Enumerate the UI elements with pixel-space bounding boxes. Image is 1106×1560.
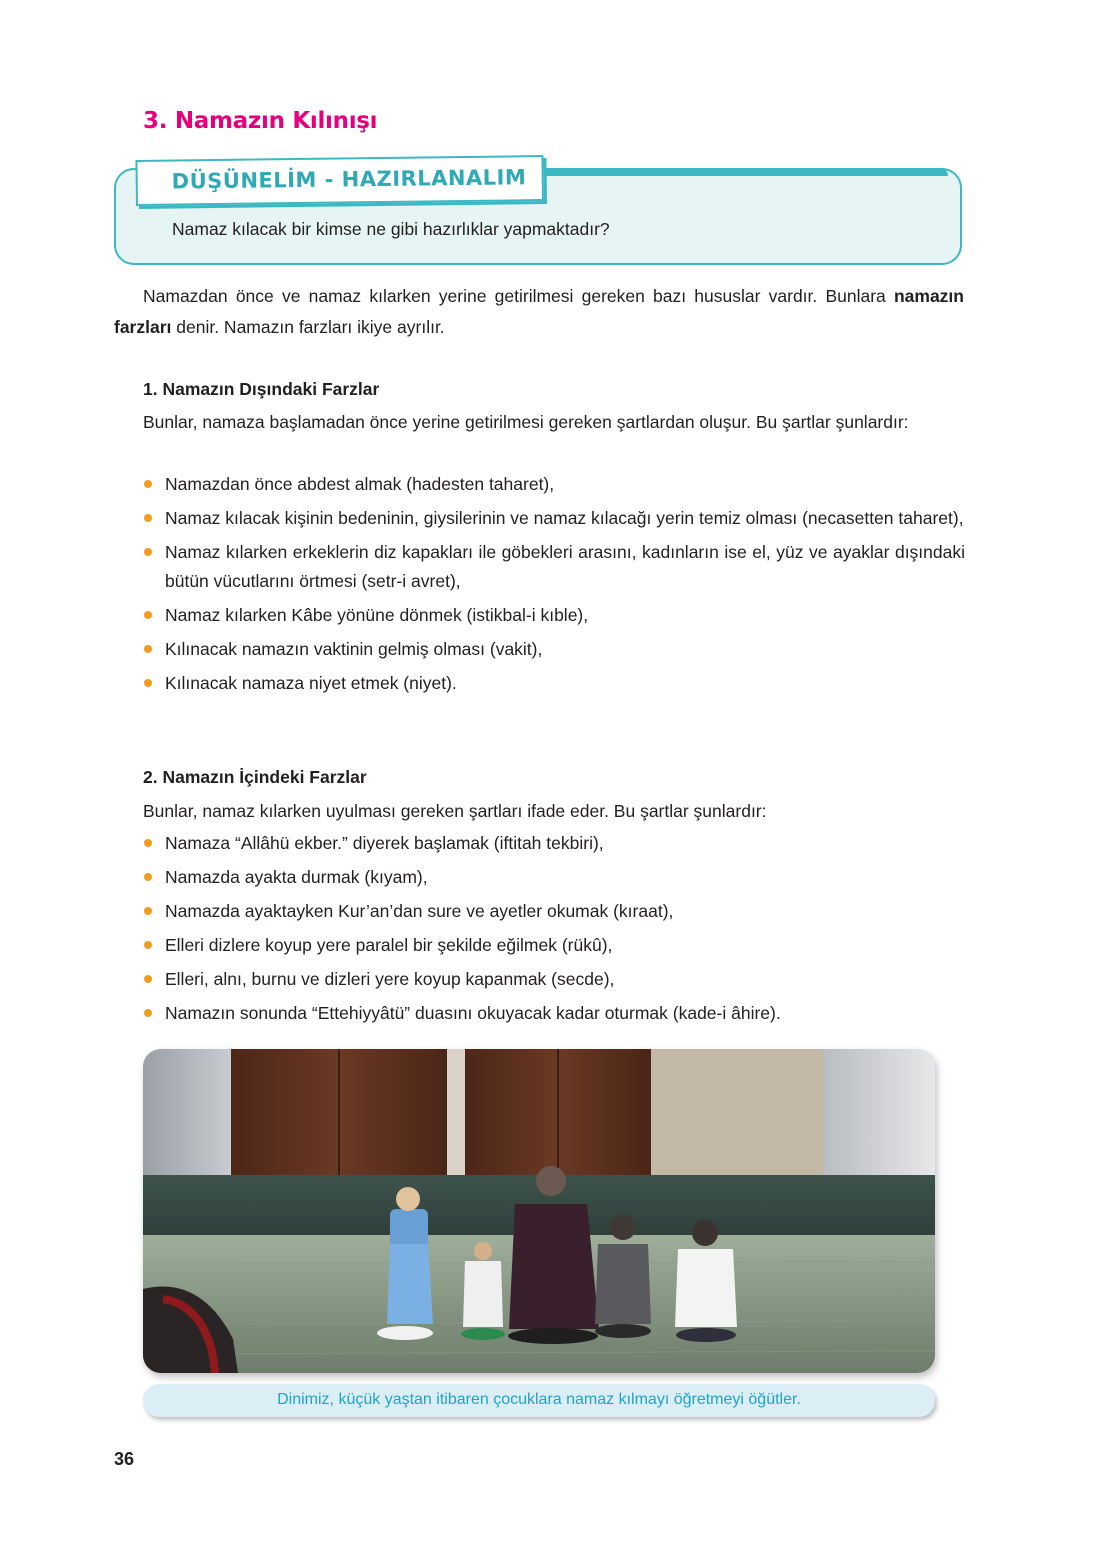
intro-text-after: denir. Namazın farzları ikiye ayrılır. — [171, 317, 445, 337]
bullet-dot — [144, 611, 152, 619]
list-item: Kılınacak namaza niyet etmek (niyet). — [143, 669, 965, 698]
intro-text-before: Namazdan önce ve namaz kılarken yerine getirilmesi gereken bazı hususlar vardır. Bunlara — [143, 286, 894, 306]
list-item: Elleri dizlere koyup yere paralel bir şekilde eğilmek (rükû), — [143, 931, 965, 960]
bullet-dot — [144, 941, 152, 949]
inner-farz-heading: 2. Namazın İçindeki Farzlar — [143, 767, 367, 787]
mosque-prayer-photo — [143, 1049, 935, 1373]
list-item: Namaz kılarken erkeklerin diz kapakları ile göbekleri arasını, kadınların ise el, yüz ve ayaklar dışındaki bütün vücutlarını örtmesi (setr-i avret), — [143, 538, 965, 596]
think-box-question: Namaz kılacak bir kimse ne gibi hazırlıklar yapmaktadır? — [172, 219, 610, 239]
bullet-dot — [144, 907, 152, 915]
bullet-dot — [144, 548, 152, 556]
photo-caption: Dinimiz, küçük yaştan itibaren çocuklara namaz kılmayı öğretmeyi öğütler. — [277, 1391, 801, 1408]
bullet-dot — [144, 839, 152, 847]
think-box-band — [540, 168, 948, 176]
list-item: Namazda ayakta durmak (kıyam), — [143, 863, 965, 892]
list-item: Namaz kılacak kişinin bedeninin, giysilerinin ve namaz kılacağı yerin temiz olması (necasetten taharet), — [143, 504, 965, 533]
list-item: Namazın sonunda “Ettehiyyâtü” duasını okuyacak kadar oturmak (kade-i âhire). — [143, 999, 965, 1028]
page-number: 36 — [114, 1449, 135, 1469]
outer-farz-heading: 1. Namazın Dışındaki Farzlar — [143, 379, 380, 399]
intro-bold-term: namazın farzları — [114, 286, 964, 337]
inner-farz-list — [143, 829, 965, 1033]
bullet-dot — [144, 1009, 152, 1017]
list-item: Namazda ayaktayken Kur’an’dan sure ve ayetler okumak (kıraat), — [143, 897, 965, 926]
section-title: 3. Namazın Kılınışı — [143, 108, 378, 134]
bullet-dot — [144, 975, 152, 983]
list-item: Kılınacak namazın vaktinin gelmiş olması (vakit), — [143, 635, 965, 664]
think-box-tab — [135, 155, 544, 206]
intro-paragraph — [114, 281, 964, 343]
bullet-dot — [144, 480, 152, 488]
list-item: Namaza “Allâhü ekber.” diyerek başlamak (iftitah tekbiri), — [143, 829, 965, 858]
outer-farz-list — [143, 470, 965, 703]
bullet-dot — [144, 873, 152, 881]
list-item: Namaz kılarken Kâbe yönüne dönmek (istikbal-i kıble), — [143, 601, 965, 630]
inner-farz-intro: Bunlar, namaz kılarken uyulması gereken şartları ifade eder. Bu şartlar şunlardır: — [143, 801, 767, 821]
bullet-dot — [144, 645, 152, 653]
bullet-dot — [144, 679, 152, 687]
outer-farz-intro: Bunlar, namaza başlamadan önce yerine getirilmesi gereken şartlardan oluşur. Bu şartlar şunlardır: — [143, 412, 909, 432]
photo-caption-bar — [143, 1384, 935, 1417]
bullet-dot — [144, 514, 152, 522]
think-box-title: DÜŞÜNELİM - HAZIRLANALIM — [171, 165, 527, 194]
list-item: Elleri, alnı, burnu ve dizleri yere koyup kapanmak (secde), — [143, 965, 965, 994]
list-item: Namazdan önce abdest almak (hadesten taharet), — [143, 470, 965, 499]
